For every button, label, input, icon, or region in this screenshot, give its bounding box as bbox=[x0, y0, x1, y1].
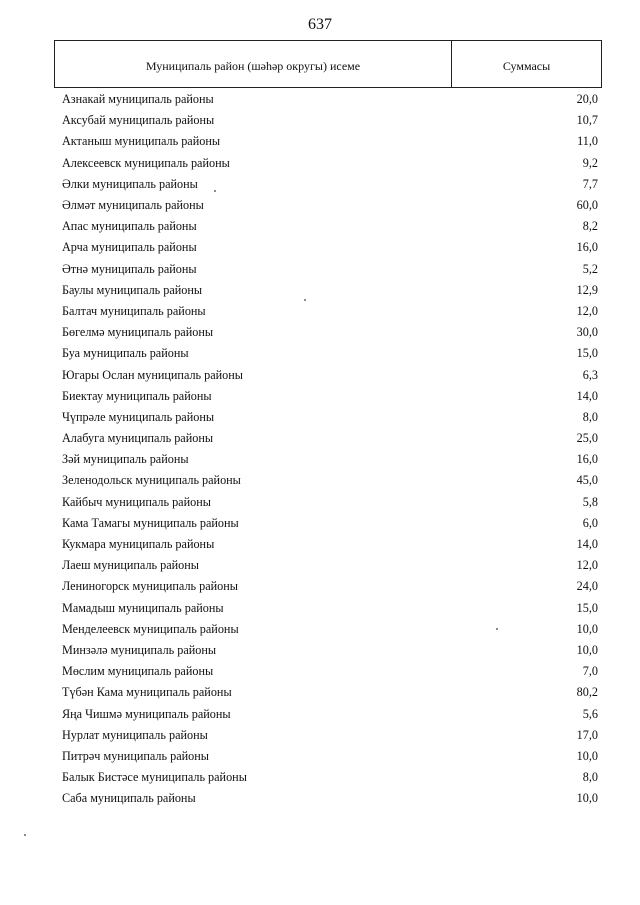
district-sum: 10,0 bbox=[576, 791, 598, 806]
district-name: Балык Бистәсе муниципаль районы bbox=[62, 770, 247, 785]
district-name: Кукмара муниципаль районы bbox=[62, 537, 215, 552]
district-sum: 12,9 bbox=[576, 282, 598, 297]
district-sum: 6,0 bbox=[582, 515, 598, 530]
table-row bbox=[62, 322, 598, 343]
district-name: Биектау муниципаль районы bbox=[62, 388, 212, 403]
table-row bbox=[62, 195, 598, 216]
table-body bbox=[62, 89, 598, 809]
district-name: Яңа Чишмә муниципаль районы bbox=[62, 706, 231, 721]
district-name: Минзәлә муниципаль районы bbox=[62, 642, 217, 657]
table-row bbox=[62, 788, 598, 809]
table-row bbox=[62, 725, 598, 746]
district-sum: 14,0 bbox=[576, 388, 598, 403]
district-sum: 5,2 bbox=[582, 261, 598, 276]
district-sum: 20,0 bbox=[576, 92, 598, 107]
district-sum: 7,0 bbox=[582, 664, 598, 679]
district-name: Зеленодольск муниципаль районы bbox=[62, 473, 241, 488]
table-row bbox=[62, 492, 598, 513]
table-row bbox=[62, 682, 598, 703]
district-sum: 30,0 bbox=[576, 325, 598, 340]
district-sum: 17,0 bbox=[576, 727, 598, 742]
district-name: Лаеш муниципаль районы bbox=[62, 558, 199, 573]
table-row bbox=[62, 386, 598, 407]
district-sum: 15,0 bbox=[576, 600, 598, 615]
district-sum: 60,0 bbox=[576, 198, 598, 213]
district-sum: 10,0 bbox=[576, 642, 598, 657]
district-name: Зәй муниципаль районы bbox=[62, 452, 189, 467]
district-name: Арча муниципаль районы bbox=[62, 240, 197, 255]
table-header bbox=[54, 40, 602, 88]
district-name: Мөслим муниципаль районы bbox=[62, 664, 214, 679]
district-name: Саба муниципаль районы bbox=[62, 791, 196, 806]
district-name: Бөгелмә муниципаль районы bbox=[62, 325, 214, 340]
table-row bbox=[62, 449, 598, 470]
district-name: Алабуга муниципаль районы bbox=[62, 431, 214, 446]
district-sum: 10,0 bbox=[576, 621, 598, 636]
district-sum: 45,0 bbox=[576, 473, 598, 488]
scan-speck bbox=[214, 190, 216, 192]
district-sum: 10,7 bbox=[576, 113, 598, 128]
page-number: 637 bbox=[308, 16, 332, 33]
table-row bbox=[62, 598, 598, 619]
district-sum: 5,6 bbox=[582, 706, 598, 721]
district-sum: 9,2 bbox=[582, 155, 598, 170]
table-row bbox=[62, 280, 598, 301]
table-row bbox=[62, 640, 598, 661]
district-name: Нурлат муниципаль районы bbox=[62, 727, 208, 742]
table-row bbox=[62, 259, 598, 280]
table-row bbox=[62, 174, 598, 195]
district-name: Алексеевск муниципаль районы bbox=[62, 155, 230, 170]
table-row bbox=[62, 746, 598, 767]
district-name: Менделеевск муниципаль районы bbox=[62, 621, 239, 636]
district-sum: 10,0 bbox=[576, 748, 598, 763]
table-row bbox=[62, 661, 598, 682]
district-name: Актаныш муниципаль районы bbox=[62, 134, 221, 149]
district-sum: 80,2 bbox=[576, 685, 598, 700]
district-sum: 5,8 bbox=[582, 494, 598, 509]
district-sum: 7,7 bbox=[582, 176, 598, 191]
district-name: Югары Ослан муниципаль районы bbox=[62, 367, 243, 382]
district-sum: 8,0 bbox=[582, 770, 598, 785]
table-row bbox=[62, 428, 598, 449]
table-row bbox=[62, 703, 598, 724]
district-sum: 11,0 bbox=[577, 134, 598, 149]
table-row bbox=[62, 343, 598, 364]
district-sum: 16,0 bbox=[576, 240, 598, 255]
district-name: Лениногорск муниципаль районы bbox=[62, 579, 238, 594]
table-row bbox=[62, 767, 598, 788]
table-row bbox=[62, 619, 598, 640]
district-sum: 8,2 bbox=[582, 219, 598, 234]
district-sum: 12,0 bbox=[576, 303, 598, 318]
scan-speck bbox=[496, 628, 498, 630]
district-name: Буа муниципаль районы bbox=[62, 346, 189, 361]
scan-speck bbox=[24, 834, 26, 836]
table-row bbox=[62, 534, 598, 555]
table-row bbox=[62, 576, 598, 597]
district-name: Әтнә муниципаль районы bbox=[62, 261, 197, 276]
district-sum: 12,0 bbox=[576, 558, 598, 573]
district-name: Балтач муниципаль районы bbox=[62, 303, 206, 318]
table-row bbox=[62, 407, 598, 428]
district-name: Аксубай муниципаль районы bbox=[62, 113, 215, 128]
district-name: Кама Тамагы муниципаль районы bbox=[62, 515, 239, 530]
table-row bbox=[62, 153, 598, 174]
table-row bbox=[62, 237, 598, 258]
table-row bbox=[62, 89, 598, 110]
district-sum: 25,0 bbox=[576, 431, 598, 446]
district-name: Баулы муниципаль районы bbox=[62, 282, 203, 297]
table-row bbox=[62, 513, 598, 534]
table-row bbox=[62, 216, 598, 237]
district-sum: 8,0 bbox=[582, 409, 598, 424]
column-header-sum: Суммасы bbox=[502, 58, 551, 73]
table-row bbox=[62, 364, 598, 385]
district-sum: 24,0 bbox=[576, 579, 598, 594]
district-name: Әлмәт муниципаль районы bbox=[62, 198, 204, 213]
district-name: Мамадыш муниципаль районы bbox=[62, 600, 224, 615]
table-row bbox=[62, 470, 598, 491]
table-row bbox=[62, 301, 598, 322]
district-name: Кайбыч муниципаль районы bbox=[62, 494, 211, 509]
district-name: Түбән Кама муниципаль районы bbox=[62, 685, 232, 700]
district-sum: 14,0 bbox=[576, 537, 598, 552]
district-sum: 6,3 bbox=[582, 367, 598, 382]
table-row bbox=[62, 555, 598, 576]
district-name: Питрәч муниципаль районы bbox=[62, 748, 209, 763]
column-header-name: Муниципаль район (шәһәр округы) исеме bbox=[55, 41, 452, 87]
district-name: Әлки муниципаль районы bbox=[62, 176, 198, 191]
scan-speck bbox=[304, 299, 306, 301]
district-sum: 16,0 bbox=[576, 452, 598, 467]
district-name: Чүпрәле муниципаль районы bbox=[62, 409, 215, 424]
table-row bbox=[62, 131, 598, 152]
table-row bbox=[62, 110, 598, 131]
district-sum: 15,0 bbox=[576, 346, 598, 361]
district-name: Азнакай муниципаль районы bbox=[62, 92, 214, 107]
district-name: Апас муниципаль районы bbox=[62, 219, 197, 234]
